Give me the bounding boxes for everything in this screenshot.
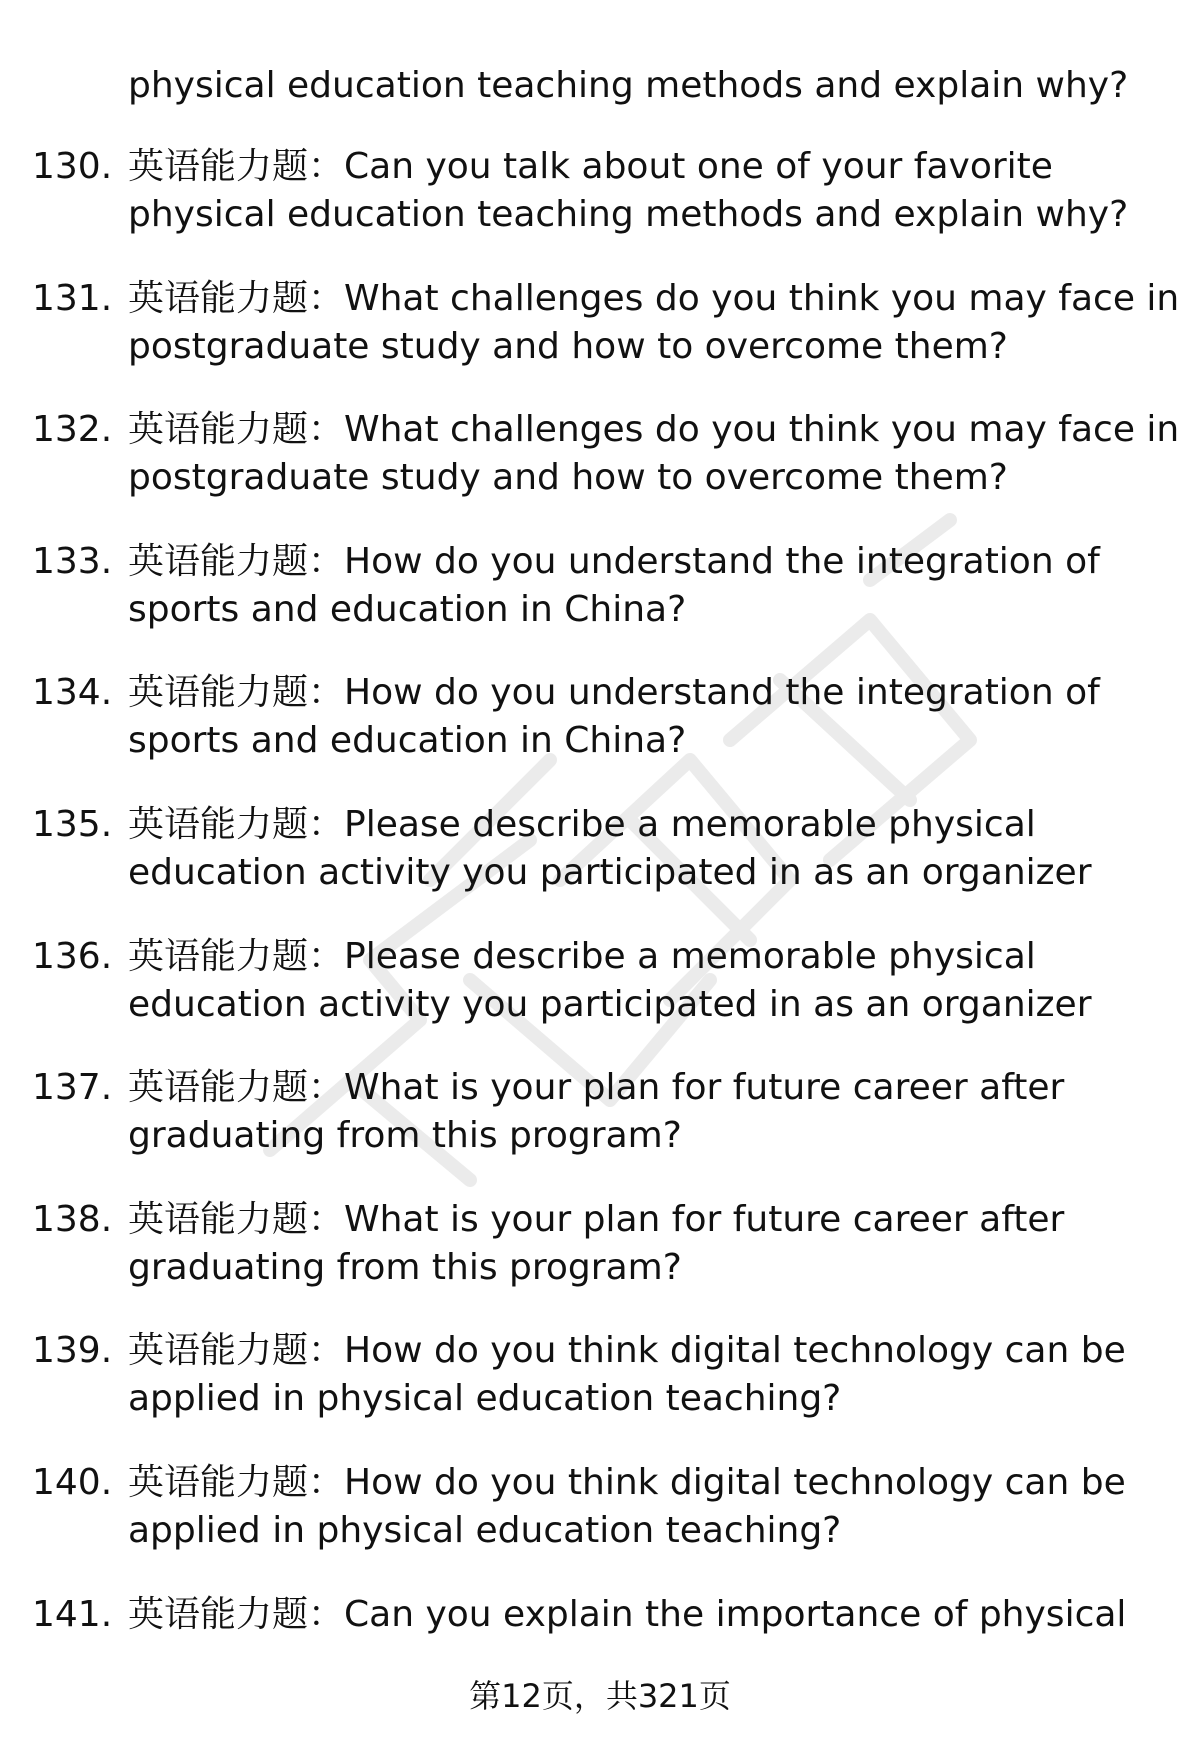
question-line: postgraduate study and how to overcome them? <box>128 457 1008 498</box>
question-text <box>128 801 1168 897</box>
question-number: 138. <box>32 1199 113 1240</box>
question-line: 英语能力题：What challenges do you think you may face in <box>128 409 1180 450</box>
question-line: 英语能力题：What is your plan for future career after <box>128 1199 1065 1240</box>
question-line: physical education teaching methods and explain why? <box>128 194 1129 235</box>
question-line: 英语能力题：Please describe a memorable physical <box>128 804 1036 845</box>
question-number: 140. <box>32 1462 113 1503</box>
question-line: 英语能力题：How do you think digital technology can be <box>128 1462 1126 1503</box>
question-number: 137. <box>32 1067 113 1108</box>
question-line: 英语能力题：What is your plan for future career after <box>128 1067 1065 1108</box>
continued-question-text: physical education teaching methods and explain why? <box>128 65 1129 106</box>
page-footer: 第12页，共321页 <box>469 1677 731 1715</box>
question-line: education activity you participated in as an organizer <box>128 852 1092 893</box>
question-text <box>128 933 1168 1029</box>
question-line: graduating from this program? <box>128 1115 682 1156</box>
question-line: 英语能力题：Can you talk about one of your favorite <box>128 146 1053 187</box>
question-line: applied in physical education teaching? <box>128 1378 842 1419</box>
question-line: sports and education in China? <box>128 589 687 630</box>
question-number: 141. <box>32 1594 113 1635</box>
question-text <box>128 275 1180 371</box>
question-text <box>128 538 1168 634</box>
question-number: 139. <box>32 1330 113 1371</box>
question-text <box>128 1196 1168 1292</box>
question-text <box>128 143 1168 239</box>
question-number: 132. <box>32 409 113 450</box>
question-text <box>128 1459 1168 1555</box>
question-line: sports and education in China? <box>128 720 687 761</box>
question-line: 英语能力题：What challenges do you think you may face in <box>128 278 1180 319</box>
question-number: 130. <box>32 146 113 187</box>
question-text <box>128 669 1168 765</box>
question-line: 英语能力题：Can you explain the importance of physical <box>128 1594 1127 1635</box>
question-text <box>128 1591 1168 1639</box>
question-text <box>128 1064 1168 1160</box>
question-line: 英语能力题：How do you understand the integration of <box>128 672 1100 713</box>
question-line: postgraduate study and how to overcome them? <box>128 326 1008 367</box>
question-line: 英语能力题：How do you understand the integration of <box>128 541 1100 582</box>
question-number: 131. <box>32 278 113 319</box>
question-text <box>128 406 1180 502</box>
question-number: 133. <box>32 541 113 582</box>
question-line: education activity you participated in as an organizer <box>128 984 1092 1025</box>
question-text <box>128 1327 1168 1423</box>
question-number: 136. <box>32 936 113 977</box>
question-number: 135. <box>32 804 113 845</box>
question-line: 英语能力题：How do you think digital technology can be <box>128 1330 1126 1371</box>
question-number: 134. <box>32 672 113 713</box>
question-line: applied in physical education teaching? <box>128 1510 842 1551</box>
question-line: graduating from this program? <box>128 1247 682 1288</box>
question-line: 英语能力题：Please describe a memorable physical <box>128 936 1036 977</box>
